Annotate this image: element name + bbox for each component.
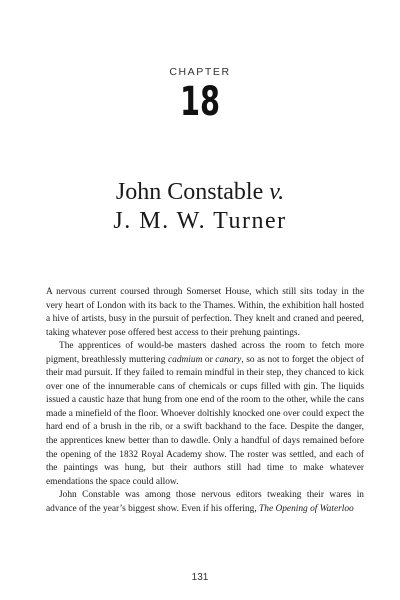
- chapter-title-names: John Constable: [115, 179, 270, 205]
- paragraph-2-italic-cadmium: cadmium: [167, 354, 203, 365]
- paragraph-3: [46, 489, 364, 516]
- chapter-number: 18: [179, 79, 221, 125]
- chapter-title-line-1: [0, 178, 400, 207]
- paragraph-2: [46, 340, 364, 489]
- paragraph-3-italic-painting-title: The Opening of Waterloo: [259, 503, 354, 514]
- paragraph-2-italic-canary: canary: [215, 354, 242, 365]
- body-text: [46, 286, 364, 516]
- paragraph-2-part-a: The apprentices of would-be masters dashed across the room to fetch more pigment, breathlessly muttering: [46, 341, 364, 365]
- chapter-title-versus: v.: [269, 179, 285, 205]
- page-number: 131: [191, 572, 209, 583]
- chapter-title: [0, 178, 400, 236]
- paragraph-1: A nervous current coursed through Somerset House, which still sits today in the very heart of London with its back to the Thames. Within, the exhibition hall hosted a hive of artists, busy in the pursuit of perfection. They knelt and craned and peered, taking whatever pose offered best access to their prehung paintings.: [46, 287, 364, 338]
- chapter-title-line-2: J. M. W. Turner: [113, 208, 287, 234]
- paragraph-2-part-b: or: [202, 354, 216, 365]
- paragraph-3-part-a: John Constable was among those nervous editors tweaking their wares in advance of the year’s biggest show. Even if his offering,: [46, 490, 364, 514]
- paragraph-2-part-c: , so as not to forget the object of their mad pursuit. If they failed to remain mindful in their step, they chanced to kick over one of the innumerable cans of chemicals or cups filled with gin. The liquids issued a caustic haze that hung from one end of the room to the other, while the cans made a minefield of the floor. Whoever doltishly knocked one over could expect the hard end of a brush in the rib, or a swift backhand to the face. Despite the danger, the apprentices knew better than to dawdle. Only a handful of days remained before the opening of the 1832 Royal Academy show. The roster was settled, and each of the paintings was hung, but their authors still had time to make whatever emendations the space could allow.: [46, 354, 364, 487]
- chapter-label: CHAPTER: [169, 66, 231, 78]
